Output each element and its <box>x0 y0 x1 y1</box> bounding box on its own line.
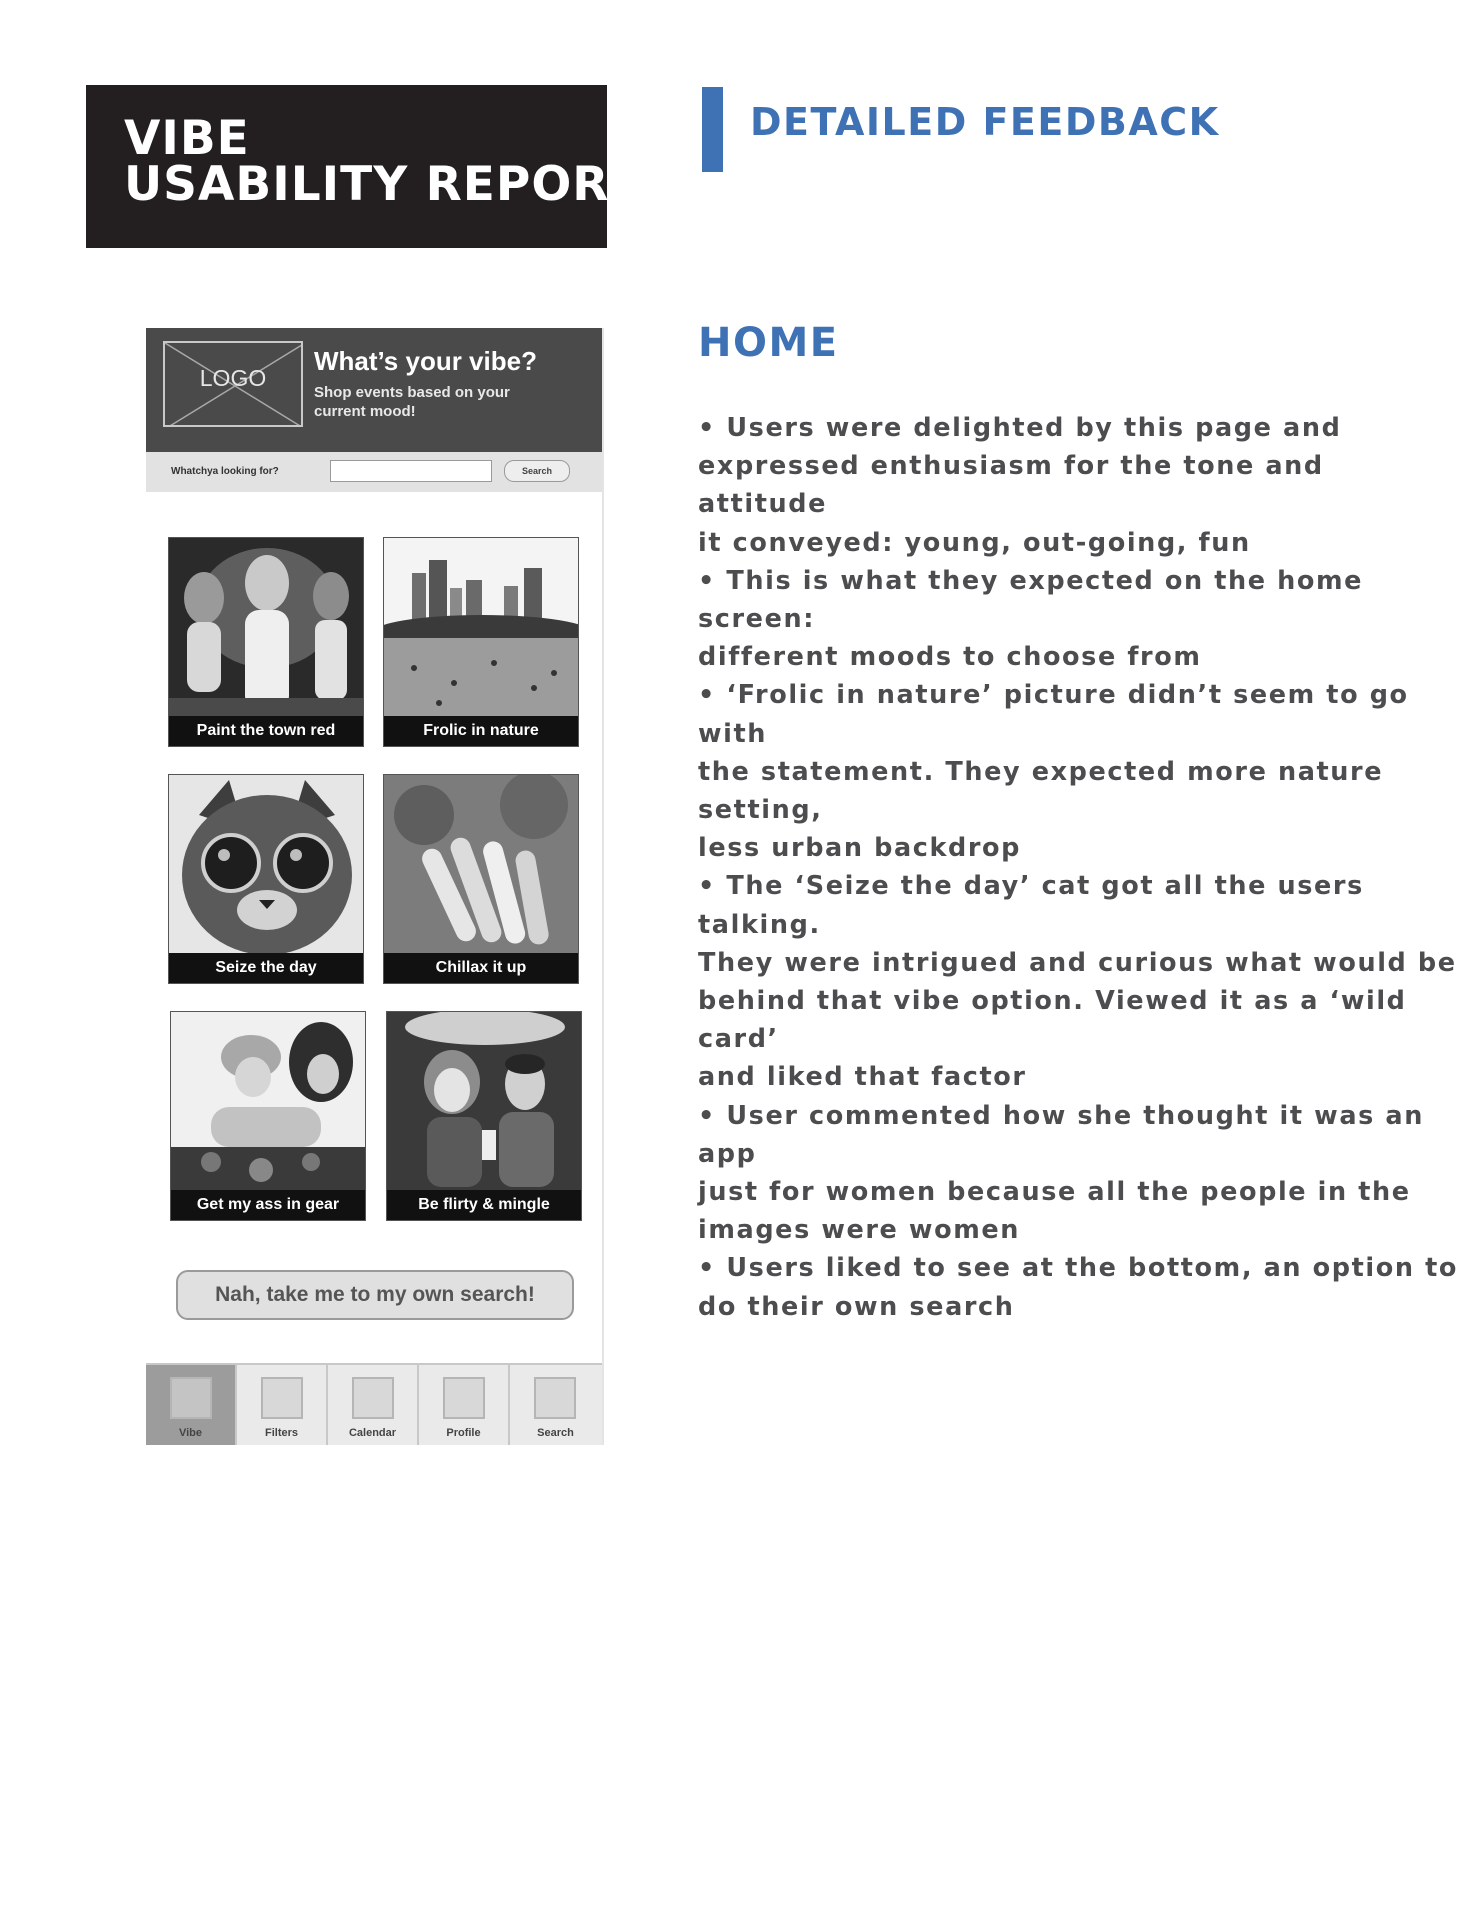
search-label: Whatchya looking for? <box>171 466 279 477</box>
vibe-tile-be-flirty[interactable] <box>386 1011 582 1221</box>
feedback-line: behind that vibe option. Viewed it as a ‘wild card’ <box>698 986 1407 1055</box>
feedback-line: it conveyed: young, out-going, fun <box>698 527 1251 558</box>
tile-caption: Seize the day <box>169 953 363 983</box>
feedback-line: different moods to choose from <box>698 642 1202 673</box>
feedback-line: do their own search <box>698 1291 1015 1322</box>
feedback-line: the statement. They expected more nature setting, <box>698 756 1384 826</box>
report-title-line2: USABILITY REPORT <box>124 157 641 212</box>
feedback-line: • This is what they expected on the home screen: <box>698 565 1364 635</box>
feedback-line: • Users were delighted by this page and <box>698 413 1342 443</box>
tab-calendar[interactable] <box>328 1365 419 1445</box>
feedback-line: • Users liked to see at the bottom, an option to <box>698 1253 1458 1284</box>
vibe-tile-chillax-it-up[interactable] <box>383 774 579 984</box>
vibe-tile-paint-the-town[interactable] <box>168 537 364 747</box>
home-heading: HOME <box>698 320 839 366</box>
vibe-tile-frolic-in-nature[interactable] <box>383 537 579 747</box>
feedback-line: just for women because all the people in the <box>698 1177 1411 1208</box>
tab-label: Calendar <box>348 1427 397 1439</box>
tile-caption: Be flirty & mingle <box>387 1190 581 1220</box>
app-header <box>146 328 602 452</box>
feedback-line: • ‘Frolic in nature’ picture didn’t seem to go with <box>698 680 1409 749</box>
tab-label: Search <box>537 1427 574 1439</box>
tile-caption: Chillax it up <box>384 953 578 983</box>
section-heading: DETAILED FEEDBACK <box>750 100 1220 144</box>
vibe-icon <box>170 1377 212 1419</box>
tile-caption: Frolic in nature <box>384 716 578 746</box>
report-title-block <box>86 85 641 248</box>
tile-caption: Get my ass in gear <box>171 1190 365 1220</box>
app-tagline: What’s your vibe? <box>314 346 537 376</box>
search-bar <box>146 452 602 492</box>
report-title-line1: VIBE <box>124 111 250 166</box>
feedback-line: • The ‘Seize the day’ cat got all the users talking. <box>698 871 1364 940</box>
profile-icon <box>443 1377 485 1419</box>
app-mockup <box>146 328 604 1445</box>
app-subtitle: Shop events based on your current mood! <box>314 384 510 420</box>
tab-search[interactable] <box>510 1365 601 1445</box>
tab-profile[interactable] <box>419 1365 510 1445</box>
tab-vibe[interactable] <box>146 1365 237 1445</box>
filters-icon <box>261 1377 303 1419</box>
tab-label: Vibe <box>178 1427 203 1439</box>
tab-bar <box>146 1363 602 1445</box>
tab-filters[interactable] <box>237 1365 328 1445</box>
search-input[interactable] <box>330 460 492 482</box>
tile-caption: Paint the town red <box>169 716 363 746</box>
own-search-button[interactable]: Nah, take me to my own search! <box>176 1270 574 1320</box>
feedback-list <box>698 409 1458 1326</box>
accent-bar <box>702 87 723 172</box>
feedback-line: • User commented how she thought it was an app <box>698 1100 1424 1169</box>
search-button[interactable]: Search <box>504 460 570 482</box>
tab-label: Filters <box>264 1427 298 1439</box>
tab-label: Profile <box>446 1427 481 1439</box>
logo-text: LOGO <box>199 365 267 391</box>
logo-placeholder <box>163 341 303 427</box>
feedback-line: expressed enthusiasm for the tone and attitude <box>698 451 1324 520</box>
calendar-icon <box>352 1377 394 1419</box>
vibe-tile-seize-the-day[interactable] <box>168 774 364 984</box>
search-icon <box>534 1377 576 1419</box>
feedback-line: and liked that factor <box>698 1062 1027 1093</box>
feedback-line: images were women <box>698 1215 1021 1246</box>
vibe-tile-get-in-gear[interactable] <box>170 1011 366 1221</box>
feedback-line: They were intrigued and curious what would be <box>698 947 1457 978</box>
feedback-line: less urban backdrop <box>698 833 1022 864</box>
